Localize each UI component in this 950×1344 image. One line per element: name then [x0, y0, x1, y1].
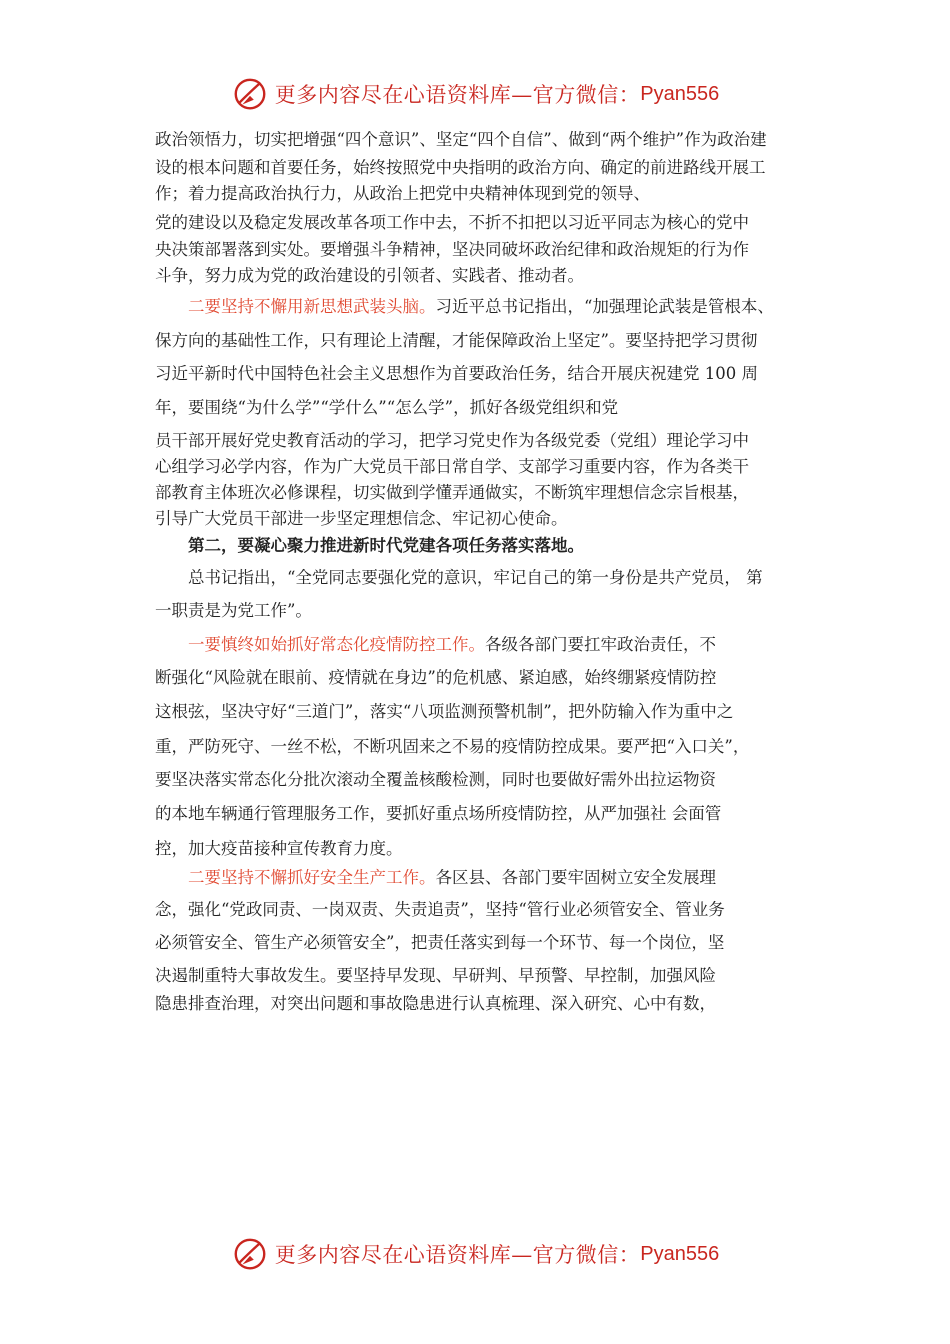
- text-line: 控，加大疫苗接种宣传教育力度。: [155, 839, 403, 858]
- banner-wechat-id: Pyan556: [640, 1242, 720, 1265]
- text-line: 员干部开展好党史教育活动的学习，把学习党史作为各级党委（党组）理论学习中: [155, 431, 749, 450]
- header-banner: [0, 72, 950, 116]
- text-line: 二要坚持不懈用新思想武装头脑。习近平总书记指出，“加强理论武装是管根本、: [188, 297, 774, 316]
- text-line: 年，要围绕“为什么学”“学什么”“怎么学”，抓好各级党组织和党: [155, 398, 619, 417]
- text-line: 的本地车辆通行管理服务工作，要抓好重点场所疫情防控，从严加强社 会面管: [155, 804, 722, 823]
- text-line: 设的根本问题和首要任务，始终按照党中央指明的政治方向、确定的前进路线开展工: [155, 158, 766, 177]
- text-line: 央决策部署落到实处。要增强斗争精神，坚决同破坏政治纪律和政治规矩的行为作: [155, 240, 749, 259]
- logo-icon: [231, 75, 269, 113]
- text-line: 隐患排查治理，对突出问题和事故隐患进行认真梳理、深入研究、心中有数，: [155, 994, 716, 1013]
- text-line: 作；着力提高政治执行力，从政治上把党中央精神体现到党的领导、: [155, 184, 650, 203]
- text-line: 断强化“风险就在眼前、疫情就在身边”的危机感、紧迫感，始终绷紧疫情防控: [155, 668, 717, 687]
- text-line: 党的建设以及稳定发展改革各项工作中去，不折不扣把以习近平同志为核心的党中: [155, 213, 749, 232]
- text-line: 心组学习必学内容，作为广大党员干部日常自学、支部学习重要内容，作为各类干: [155, 457, 749, 476]
- banner-text: 更多内容尽在心语资料库—官方微信：: [274, 1243, 641, 1267]
- text-line: 念，强化“党政同责、一岗双责、失责追责”，坚持“管行业必须管安全、管业务: [155, 900, 725, 919]
- text-line: 要坚决落实常态化分批次滚动全覆盖核酸检测，同时也要做好需外出拉运物资: [155, 770, 716, 789]
- text-line: 必须管安全、管生产必须管安全”，把责任落实到每一个环节、每一个岗位，坚: [155, 933, 725, 952]
- text-line: 二要坚持不懈抓好安全生产工作。各区县、各部门要牢固树立安全发展理: [188, 868, 716, 887]
- text-line: 保方向的基础性工作，只有理论上清醒，才能保障政治上坚定”。要坚持把学习贯彻: [155, 331, 758, 350]
- text-line: 部教育主体班次必修课程，切实做到学懂弄通做实，不断筑牢理想信念宗旨根基，: [155, 483, 749, 502]
- section-heading: 二要坚持不懈抓好安全生产工作。: [188, 868, 436, 887]
- banner-wechat-id: Pyan556: [640, 82, 720, 105]
- text-line: 重，严防死守、一丝不松，不断巩固来之不易的疫情防控成果。要严把“入口关”，: [155, 737, 750, 756]
- text-line: 一要慎终如始抓好常态化疫情防控工作。各级各部门要扛牢政治责任，不: [188, 635, 716, 654]
- logo-icon: [231, 1235, 269, 1273]
- text-line: 政治领悟力，切实把增强“四个意识”、坚定“四个自信”、做到“两个维护”作为政治建: [155, 130, 767, 149]
- text-line: 习近平新时代中国特色社会主义思想作为首要政治任务，结合开展庆祝建党 100 周: [155, 364, 758, 383]
- section-title: 第二，要凝心聚力推进新时代党建各项任务落实落地。: [188, 536, 584, 555]
- banner-text: 更多内容尽在心语资料库—官方微信：: [274, 83, 641, 107]
- text-line: 一职责是为党工作”。: [155, 601, 312, 620]
- section-heading: 二要坚持不懈用新思想武装头脑。: [188, 297, 436, 316]
- text-line: 总书记指出，“全党同志要强化党的意识，牢记自己的第一身份是共产党员， 第: [188, 568, 763, 587]
- text-line: 这根弦，坚决守好“三道门”，落实“八项监测预警机制”，把外防输入作为重中之: [155, 702, 734, 721]
- text-line: 斗争，努力成为党的政治建设的引领者、实践者、推动者。: [155, 266, 584, 285]
- section-heading: 一要慎终如始抓好常态化疫情防控工作。: [188, 635, 485, 654]
- text-line: 决遏制重特大事故发生。要坚持早发现、早研判、早预警、早控制，加强风险: [155, 966, 716, 985]
- text-line: 引导广大党员干部进一步坚定理想信念、牢记初心使命。: [155, 509, 568, 528]
- footer-banner: [0, 1232, 950, 1276]
